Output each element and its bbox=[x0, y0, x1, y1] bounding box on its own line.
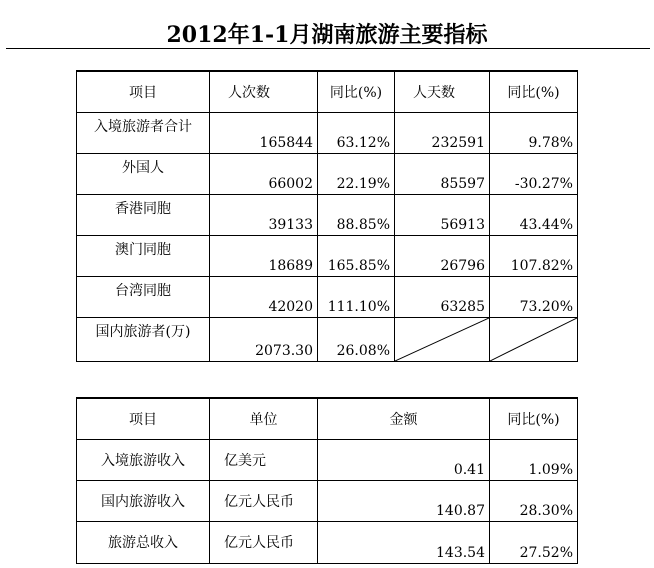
days-cell: 26796 bbox=[395, 235, 490, 276]
visits-cell: 18689 bbox=[210, 235, 318, 276]
table-row bbox=[77, 194, 578, 235]
amount-cell: 143.54 bbox=[318, 521, 490, 563]
row-label: 澳门同胞 bbox=[77, 235, 210, 276]
yoy-cell: 1.09% bbox=[490, 439, 578, 480]
visits-yoy-cell: 165.85% bbox=[318, 235, 395, 276]
row-label: 香港同胞 bbox=[77, 194, 210, 235]
table-row bbox=[77, 153, 578, 194]
row-label: 国内旅游收入 bbox=[77, 480, 210, 521]
diagonal-empty-cell bbox=[490, 317, 578, 361]
page-title: 2012年1-1月湖南旅游主要指标 bbox=[166, 22, 488, 48]
diagonal-slash bbox=[490, 318, 577, 361]
table-header-row bbox=[77, 71, 578, 112]
days-cell: 232591 bbox=[395, 112, 490, 153]
amount-cell: 0.41 bbox=[318, 439, 490, 480]
title-underline bbox=[6, 48, 650, 49]
days-cell: 56913 bbox=[395, 194, 490, 235]
days-cell: 85597 bbox=[395, 153, 490, 194]
visits-yoy-cell: 22.19% bbox=[318, 153, 395, 194]
diagonal-slash bbox=[395, 318, 489, 361]
visits-cell: 2073.30 bbox=[210, 317, 318, 361]
header-amount: 金额 bbox=[318, 398, 490, 439]
table-row bbox=[77, 317, 578, 361]
row-label: 台湾同胞 bbox=[77, 276, 210, 317]
table-row bbox=[77, 276, 578, 317]
tourism-revenue-table bbox=[76, 397, 578, 564]
tourist-arrivals-table bbox=[76, 70, 578, 362]
table-row bbox=[77, 439, 578, 480]
header-days: 人天数 bbox=[395, 71, 490, 112]
unit-cell: 亿美元 bbox=[210, 439, 318, 480]
header-yoy: 同比(%) bbox=[490, 398, 578, 439]
table-row bbox=[77, 521, 578, 563]
days-yoy-cell: 107.82% bbox=[490, 235, 578, 276]
row-label: 入境旅游者合计 bbox=[77, 112, 210, 153]
row-label: 旅游总收入 bbox=[77, 521, 210, 563]
table-row bbox=[77, 235, 578, 276]
visits-yoy-cell: 88.85% bbox=[318, 194, 395, 235]
table-row bbox=[77, 480, 578, 521]
row-label: 外国人 bbox=[77, 153, 210, 194]
yoy-cell: 28.30% bbox=[490, 480, 578, 521]
visits-cell: 39133 bbox=[210, 194, 318, 235]
table-header-row bbox=[77, 398, 578, 439]
days-yoy-cell: 73.20% bbox=[490, 276, 578, 317]
days-yoy-cell: 43.44% bbox=[490, 194, 578, 235]
header-item: 项目 bbox=[77, 398, 210, 439]
days-yoy-cell: 9.78% bbox=[490, 112, 578, 153]
row-label: 入境旅游收入 bbox=[77, 439, 210, 480]
header-unit: 单位 bbox=[210, 398, 318, 439]
yoy-cell: 27.52% bbox=[490, 521, 578, 563]
unit-cell: 亿元人民币 bbox=[210, 480, 318, 521]
visits-yoy-cell: 111.10% bbox=[318, 276, 395, 317]
header-days-yoy: 同比(%) bbox=[490, 71, 578, 112]
unit-cell: 亿元人民币 bbox=[210, 521, 318, 563]
diagonal-empty-cell bbox=[395, 317, 490, 361]
header-visits: 人次数 bbox=[210, 71, 318, 112]
visits-yoy-cell: 63.12% bbox=[318, 112, 395, 153]
visits-cell: 165844 bbox=[210, 112, 318, 153]
header-visits-yoy: 同比(%) bbox=[318, 71, 395, 112]
row-label: 国内旅游者(万) bbox=[77, 317, 210, 361]
visits-cell: 66002 bbox=[210, 153, 318, 194]
header-item: 项目 bbox=[77, 71, 210, 112]
days-cell: 63285 bbox=[395, 276, 490, 317]
visits-cell: 42020 bbox=[210, 276, 318, 317]
amount-cell: 140.87 bbox=[318, 480, 490, 521]
days-yoy-cell: -30.27% bbox=[490, 153, 578, 194]
table-row bbox=[77, 112, 578, 153]
visits-yoy-cell: 26.08% bbox=[318, 317, 395, 361]
